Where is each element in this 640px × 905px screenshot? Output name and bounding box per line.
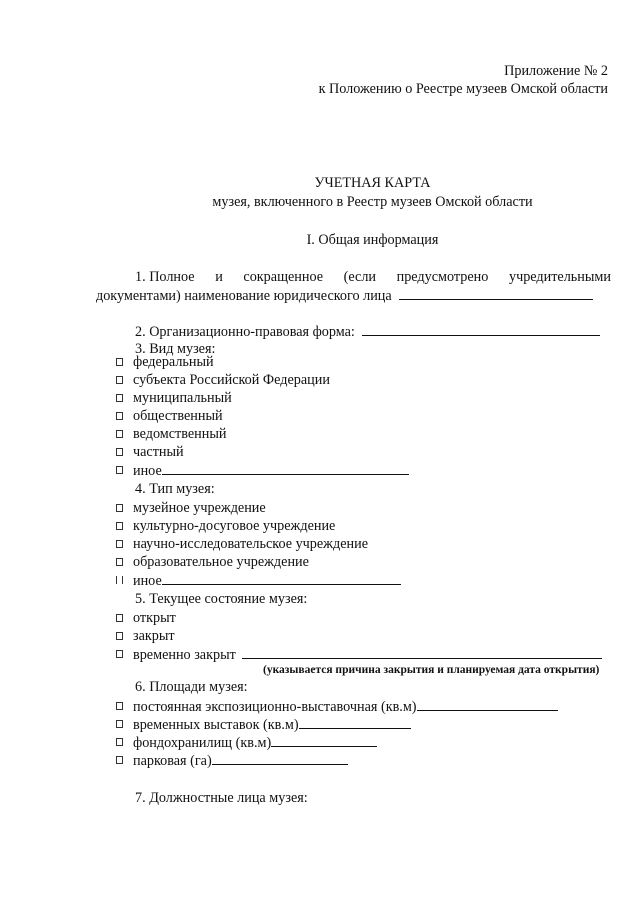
checkbox-cultural-leisure[interactable] [116,522,123,530]
checkbox-municipal[interactable] [116,394,123,402]
checkbox-public[interactable] [116,412,123,420]
option-closed: закрыт [133,628,175,644]
checkbox-temporarily-closed[interactable] [116,650,123,658]
checkbox-temporary-exhibitions[interactable] [116,720,123,728]
option-park: парковая (га) [133,753,212,769]
option-public: общественный [133,408,223,424]
checkbox-educational[interactable] [116,558,123,566]
option-permanent-exposition-row [133,697,558,716]
option-municipal: муниципальный [133,390,232,406]
q2-label: 2. Организационно-правовая форма: [135,324,355,340]
q3-label: 3. Вид музея: [135,341,216,357]
appendix-number: Приложение № 2 [504,63,608,79]
card-title: УЧЕТНАЯ КАРТА [314,175,431,191]
card-subtitle: музея, включенного в Реестр музеев Омской области [212,194,533,210]
checkbox-other-kind[interactable] [116,466,123,474]
temporary-exhibitions-area-field[interactable] [299,715,411,729]
checkbox-subject-rf[interactable] [116,376,123,384]
other-kind-field[interactable] [162,461,409,475]
storage-area-field[interactable] [271,733,377,747]
q6-label: 6. Площади музея: [135,679,248,695]
option-departmental: ведомственный [133,426,227,442]
q2-row [135,322,600,341]
option-storage-row [133,733,377,752]
option-other-type-row [133,571,401,590]
q1-word: (если [343,269,377,285]
option-private: частный [133,444,184,460]
q1-line2 [96,286,593,305]
option-park-row [133,751,348,770]
section-heading: I. Общая информация [306,232,439,248]
option-other-type: иное [133,573,162,589]
option-other-kind-row [133,461,409,480]
option-temporary-exhibitions-row [133,715,411,734]
option-federal: федеральный [133,354,214,370]
option-open: открыт [133,610,176,626]
legal-form-field[interactable] [362,322,600,336]
q7-label: 7. Должностные лица музея: [135,790,308,806]
checkbox-park[interactable] [116,756,123,764]
option-cultural-leisure: культурно-досуговое учреждение [133,518,336,534]
option-temporary-exhibitions: временных выставок (кв.м) [133,717,299,733]
option-storage: фондохранилищ (кв.м) [133,735,272,751]
checkbox-storage[interactable] [116,738,123,746]
q5-label: 5. Текущее состояние музея: [135,591,308,607]
q1-line1 [135,268,611,286]
park-area-field[interactable] [212,751,348,765]
checkbox-permanent-exposition[interactable] [116,702,123,710]
checkbox-departmental[interactable] [116,430,123,438]
checkbox-open[interactable] [116,614,123,622]
appendix-reference: к Положению о Реестре музеев Омской области [318,81,608,97]
q1-word: и [215,269,223,285]
option-museum-institution: музейное учреждение [133,500,266,516]
option-subject-rf: субъекта Российской Федерации [133,372,330,388]
option-permanent-exposition: постоянная экспозиционно-выставочная (кв.м) [133,699,417,715]
q1-word: 1. Полное [135,269,195,285]
option-other-kind: иное [133,463,162,479]
q1-label: документами) наименование юридического лица [96,288,392,304]
option-educational: образовательное учреждение [133,554,309,570]
option-research: научно-исследовательское учреждение [133,536,368,552]
checkbox-federal[interactable] [116,358,123,366]
checkbox-closed[interactable] [116,632,123,640]
q4-label: 4. Тип музея: [135,481,215,497]
checkbox-other-type[interactable] [116,576,123,584]
q1-word: сокращенное [243,269,324,285]
q1-word: учредительными [508,269,611,285]
other-type-field[interactable] [162,571,401,585]
q1-word: предусмотрено [396,269,489,285]
option-temporarily-closed: временно закрыт [133,647,236,663]
checkbox-private[interactable] [116,448,123,456]
closure-reason-field[interactable] [242,645,602,659]
permanent-exposition-area-field[interactable] [417,697,558,711]
checkbox-research[interactable] [116,540,123,548]
closure-note: (указывается причина закрытия и планируемая дата открытия) [263,664,600,676]
legal-entity-name-field[interactable] [399,286,593,300]
checkbox-museum-institution[interactable] [116,504,123,512]
